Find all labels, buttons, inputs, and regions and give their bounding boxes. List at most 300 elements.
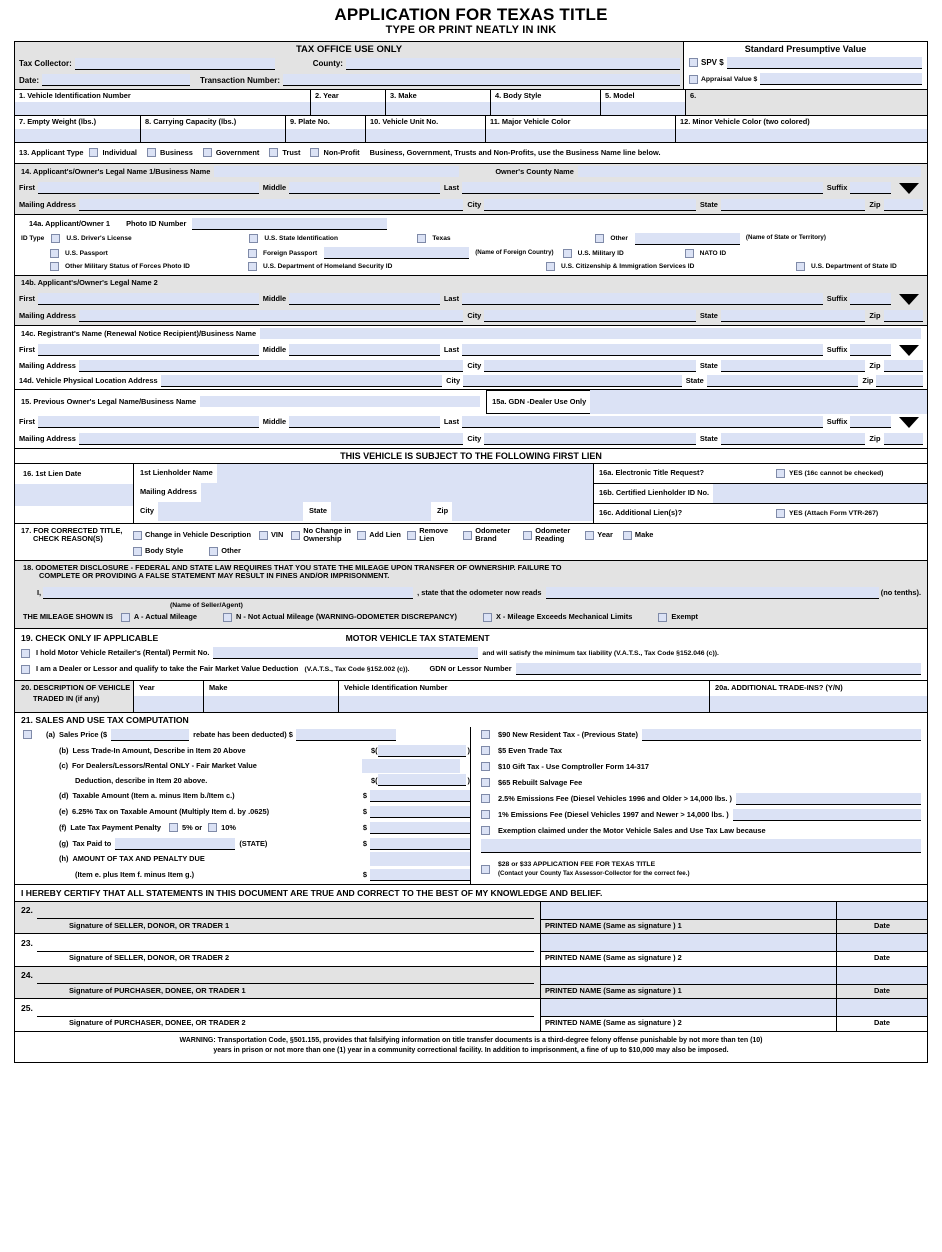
county-input[interactable] [346, 58, 680, 70]
electronic-title-request-checkbox[interactable] [776, 469, 785, 478]
reason-remove-lien-checkbox[interactable] [407, 531, 416, 540]
owner2-mailing-label: Mailing Address [19, 311, 76, 321]
owner2-zip-input[interactable] [884, 310, 924, 322]
vin-input[interactable] [15, 102, 310, 115]
row-b-key: (b) [59, 746, 69, 756]
gift-tax-checkbox[interactable] [481, 762, 490, 771]
plate-number-input[interactable] [286, 129, 365, 142]
owner2-zip-label: Zip [869, 311, 881, 321]
amount-of-tax-due-input[interactable] [370, 869, 470, 881]
signature-row-23 [15, 934, 927, 967]
row-d-key: (d) [59, 791, 69, 801]
new-resident-tax-label: $90 New Resident Tax - (Previous State) [498, 730, 638, 740]
mileage-not-actual-label: N - Not Actual Mileage (WARNING-ODOMETER DISCREPANCY) [236, 612, 457, 622]
previous-owner-suffix-input[interactable] [850, 416, 891, 428]
rebate-amount-input[interactable] [111, 729, 189, 741]
owner1-state-input[interactable] [721, 199, 866, 211]
date-25-input[interactable] [837, 999, 927, 1017]
reason-vin-checkbox[interactable] [259, 531, 268, 540]
application-fee-label-1: $28 or $33 APPLICATION FEE FOR TEXAS TITLE [498, 861, 656, 869]
carrying-capacity-input[interactable] [141, 129, 285, 142]
trade-in-make-input[interactable] [204, 696, 338, 712]
id-drivers-license-checkbox[interactable] [51, 234, 60, 243]
reason-body-style-checkbox[interactable] [133, 547, 142, 556]
id-dept-state-checkbox[interactable] [796, 262, 805, 271]
previous-owner-name-input[interactable] [200, 396, 480, 407]
late-penalty-amount-input[interactable] [370, 822, 470, 834]
previous-owner-middle-label: Middle [262, 417, 287, 427]
lien-city-label: City [140, 506, 154, 516]
spv-checkbox[interactable] [689, 58, 698, 67]
applicant-type-label: 13. Applicant Type [19, 147, 84, 157]
owner2-suffix-input[interactable] [850, 293, 891, 305]
trade-in-vin-input[interactable] [339, 696, 709, 712]
state-territory-note: (Name of State or Territory) [745, 234, 826, 242]
gdn-dealer-input[interactable] [590, 390, 927, 414]
row-g-key: (g) [59, 839, 69, 849]
exemption-claimed-checkbox[interactable] [481, 826, 490, 835]
signature-row-22 [15, 902, 927, 935]
rental-permit-input[interactable] [213, 647, 478, 659]
registrant-heading: 14c. Registrant's Name (Renewal Notice Recipient)/Business Name [21, 328, 257, 338]
id-foreign-passport-label: Foreign Passport [263, 249, 318, 257]
rebuilt-salvage-fee-checkbox[interactable] [481, 778, 490, 787]
emissions-fee-25-label: 2.5% Emissions Fee (Diesel Vehicles 1996 and Older > 14,000 lbs. ) [498, 794, 732, 804]
row-g-text2: (STATE) [239, 839, 268, 849]
date-22-input[interactable] [837, 902, 927, 920]
physical-city-label: City [446, 376, 461, 386]
tax-statement-section [15, 629, 927, 681]
transaction-number-input[interactable] [283, 74, 680, 86]
printed-name-23-input[interactable] [541, 934, 836, 952]
mileage-exceeds-limits-checkbox[interactable] [483, 613, 492, 622]
additional-trade-ins-input[interactable] [710, 696, 927, 712]
owner2-suffix-dropdown-icon[interactable] [899, 294, 919, 305]
lienholder-name-input[interactable] [217, 464, 593, 483]
date-23-input[interactable] [837, 934, 927, 952]
lien-mailing-input[interactable] [201, 483, 593, 502]
trade-in-year-input[interactable] [134, 696, 203, 712]
new-resident-tax-checkbox[interactable] [481, 730, 490, 739]
previous-owner-first-input[interactable] [38, 416, 259, 428]
owner1-business-name-input[interactable] [214, 166, 459, 177]
owner1-suffix-input[interactable] [850, 182, 891, 194]
reason-vin-label: VIN [270, 530, 284, 540]
year-label: 2. Year [315, 90, 339, 100]
reason-add-lien-checkbox[interactable] [357, 531, 366, 540]
lien-zip-input[interactable] [452, 502, 593, 521]
appraisal-value-checkbox[interactable] [689, 75, 698, 84]
printed-name-24-input[interactable] [541, 967, 836, 985]
signature-24-caption: Signature of PURCHASER, DONEE, OR TRADER 1 [69, 985, 246, 995]
owner2-city-label: City [467, 311, 482, 321]
sales-price-checkbox[interactable] [23, 730, 32, 739]
signature-23-caption: Signature of SELLER, DONOR, OR TRADER 2 [69, 953, 230, 963]
appraisal-value-label: Appraisal Value $ [701, 75, 758, 83]
reason-odometer-brand-checkbox[interactable] [463, 531, 472, 540]
exemption-reason-input[interactable] [481, 839, 921, 853]
carrying-capacity-label: 8. Carrying Capacity (lbs.) [145, 117, 237, 127]
owner2-state-label: State [699, 311, 718, 321]
sales-tax-left-column: (a) Sales Price ($ rebate has been deducted) $ (b) Less Trade-In Amount, Describe in Item 20 Above $( ) (c) For Dealers/Lessors/Rental ONLY - Fair Market Value Deduction, describe in Item 20 above. $( ) (d) Taxable Amount (Item a. minus Item b./Item c.) $ (e) 6.25% Tax on Taxable Amount (Multiply Item d. by .0625) $ (f) Late Tax Payment Penalty 5% or 10% $ (g) Tax Paid to (STATE) $ (h) AMOUNT OF TAX AND PENALTY DUE (Item e. plus Item f. minus Item g.) $ [15, 727, 470, 884]
mileage-shown-label: THE MILEAGE SHOWN IS [23, 612, 113, 622]
signature-24-input[interactable] [37, 966, 534, 984]
spv-input[interactable] [727, 57, 922, 69]
lien-state-label: State [308, 506, 328, 516]
mileage-actual-label: A - Actual Mileage [133, 612, 198, 622]
row-d-text: Taxable Amount (Item a. minus Item b./Item c.) [72, 791, 235, 801]
fair-market-value-input[interactable] [378, 774, 466, 786]
odometer-no-tenths-label: (no tenths). [880, 587, 921, 597]
previous-owner-last-input[interactable] [462, 416, 823, 428]
previous-owner-city-label: City [467, 434, 482, 444]
lien-section [15, 464, 927, 524]
owner1-middle-input[interactable] [289, 182, 440, 194]
previous-owner-suffix-label: Suffix [826, 417, 848, 427]
applicant-type-nonprofit-checkbox[interactable] [310, 148, 319, 157]
id-foreign-country-input[interactable] [324, 247, 469, 259]
row-b-text: Less Trade-In Amount, Describe in Item 20 Above [72, 746, 246, 756]
id-other-military-checkbox[interactable] [50, 262, 59, 271]
make-input[interactable] [386, 102, 490, 115]
registrant-business-name-input[interactable] [260, 328, 921, 339]
owner2-first-label: First [19, 294, 36, 304]
reason-add-lien-label: Add Lien [369, 530, 401, 540]
emissions-fee-1-input[interactable] [733, 809, 921, 821]
registrant-last-label: Last [443, 345, 460, 355]
id-foreign-passport-checkbox[interactable] [248, 249, 257, 258]
previous-owner-first-label: First [19, 417, 36, 427]
registrant-middle-input[interactable] [289, 344, 440, 356]
corrected-title-label-1: 17. FOR CORRECTED TITLE, [21, 525, 123, 535]
owner2-suffix-label: Suffix [826, 294, 848, 304]
year-input[interactable] [311, 102, 385, 115]
row-f-text: Late Tax Payment Penalty [70, 823, 162, 833]
foreign-country-note: (Name of Foreign Country) [475, 248, 554, 256]
signature-25-caption: Signature of PURCHASER, DONEE, OR TRADER 2 [69, 1018, 246, 1028]
emissions-fee-1-label: 1% Emissions Fee (Diesel Vehicles 1997 and Newer > 14,000 lbs. ) [498, 810, 729, 820]
rebuilt-salvage-fee-label: $65 Rebuilt Salvage Fee [498, 778, 583, 788]
applicant-type-business-checkbox[interactable] [147, 148, 156, 157]
previous-owner-city-input[interactable] [484, 433, 696, 445]
transaction-number-label: Transaction Number: [200, 75, 281, 85]
lien-date-input[interactable] [15, 484, 133, 506]
id-homeland-security-checkbox[interactable] [248, 262, 257, 271]
lien-state-input[interactable] [331, 502, 431, 521]
reason-change-description-checkbox[interactable] [133, 531, 142, 540]
reason-change-description-label: Change in Vehicle Description [145, 530, 251, 540]
body-style-input[interactable] [491, 102, 600, 115]
trade-in-make-label: Make [209, 683, 228, 693]
owner2-mailing-input[interactable] [79, 310, 464, 322]
owner2-first-input[interactable] [38, 293, 259, 305]
empty-weight-input[interactable] [15, 129, 140, 142]
date-24-input[interactable] [837, 967, 927, 985]
row-c-key: (c) [59, 761, 69, 771]
penalty-5-label: 5% or [182, 823, 203, 833]
id-state-identification-label: U.S. State Identification [264, 235, 338, 243]
penalty-10-label: 10% [221, 823, 236, 833]
lien-city-input[interactable] [158, 502, 303, 521]
id-military-checkbox[interactable] [563, 249, 572, 258]
fair-market-deduction-label: I am a Dealer or Lessor and qualify to take the Fair Market Value Deduction [36, 664, 299, 674]
odometer-seller-name-input[interactable] [43, 587, 413, 599]
reason-odometer-reading-label: Odometer Reading [535, 525, 571, 544]
registrant-mailing-input[interactable] [79, 360, 464, 372]
signature-22-input[interactable] [37, 901, 534, 919]
mileage-actual-checkbox[interactable] [121, 613, 130, 622]
signature-24-number: 24. [21, 970, 33, 981]
registrant-section [15, 326, 927, 390]
warning-line-1: WARNING: Transportation Code, §501.155, provides that falsifying information on title transfer documents is a third-degree felony offense punishable by not more than ten (10) [179, 1036, 763, 1044]
major-color-label: 11. Major Vehicle Color [490, 117, 571, 127]
date-input[interactable] [42, 74, 190, 86]
application-fee-checkbox[interactable] [481, 865, 490, 874]
date-22-caption: Date [873, 920, 891, 930]
vin-label: 1. Vehicle Identification Number [19, 90, 131, 100]
owner1-last-input[interactable] [462, 182, 823, 194]
mileage-exceeds-limits-label: X - Mileage Exceeds Mechanical Limits [495, 612, 633, 622]
registrant-last-input[interactable] [462, 344, 823, 356]
certification-statement: I HEREBY CERTIFY THAT ALL STATEMENTS IN THIS DOCUMENT ARE TRUE AND CORRECT TO THE BEST OF MY KNOWLEDGE AND BELIEF. [15, 885, 927, 902]
id-us-passport-checkbox[interactable] [50, 249, 59, 258]
physical-zip-label: Zip [862, 376, 874, 386]
signature-25-number: 25. [21, 1002, 33, 1013]
owner1-city-input[interactable] [484, 199, 696, 211]
tax-collector-input[interactable] [75, 58, 275, 70]
applicant-type-individual-label: Individual [102, 147, 137, 157]
tax-office-section [15, 42, 683, 89]
odometer-i-label: I, [37, 587, 42, 597]
penalty-10-percent-checkbox[interactable] [208, 823, 217, 832]
reason-year-label: Year [597, 530, 613, 540]
check-if-applicable-label: 19. CHECK ONLY IF APPLICABLE [21, 633, 159, 644]
model-input[interactable] [601, 102, 685, 115]
mileage-not-actual-checkbox[interactable] [223, 613, 232, 622]
gdn-lessor-number-input[interactable] [516, 663, 921, 675]
reason-make-label: Make [634, 530, 654, 540]
emissions-fee-1-checkbox[interactable] [481, 810, 490, 819]
applicant-type-government-label: Government [215, 147, 260, 157]
id-other-state-input[interactable] [635, 233, 740, 245]
county-label: County: [312, 59, 343, 69]
id-us-passport-label: U.S. Passport [65, 249, 108, 257]
owner1-zip-input[interactable] [884, 199, 924, 211]
trade-in-label-2: TRADED IN (if any) [33, 693, 100, 703]
date-25-caption: Date [873, 1018, 891, 1028]
previous-owner-middle-input[interactable] [289, 416, 440, 428]
owner1-city-label: City [467, 200, 482, 210]
odometer-reading-input[interactable] [546, 587, 879, 599]
owner1-section [15, 164, 927, 215]
sales-price-amount-input[interactable] [296, 729, 396, 741]
spv-section [683, 42, 927, 89]
lien-mailing-label: Mailing Address [140, 487, 197, 497]
registrant-state-input[interactable] [721, 360, 866, 372]
row-e-key: (e) [59, 807, 69, 817]
applicant-type-government-checkbox[interactable] [203, 148, 212, 157]
plate-number-label: 9. Plate No. [290, 117, 330, 127]
minor-color-input[interactable] [676, 129, 927, 142]
owner2-city-input[interactable] [484, 310, 696, 322]
spv-header: Standard Presumptive Value [744, 43, 867, 54]
tax-paid-to-amount-input[interactable] [370, 838, 470, 850]
emissions-fee-25-input[interactable] [736, 793, 921, 805]
registrant-suffix-input[interactable] [850, 344, 891, 356]
id-state-identification-checkbox[interactable] [249, 234, 258, 243]
date-23-caption: Date [873, 953, 891, 963]
row-e-text: 6.25% Tax on Taxable Amount (Multiply Item d. by .0625) [72, 807, 270, 817]
gdn-lessor-number-label: GDN or Lessor Number [429, 664, 512, 674]
previous-owner-suffix-dropdown-icon[interactable] [899, 417, 919, 428]
registrant-first-input[interactable] [38, 344, 259, 356]
seller-agent-note: (Name of Seller/Agent) [170, 601, 243, 609]
appraisal-value-input[interactable] [760, 73, 922, 85]
major-color-input[interactable] [486, 129, 675, 142]
previous-owner-zip-input[interactable] [884, 433, 924, 445]
row-h-text2: (Item e. plus Item f. minus Item g.) [75, 870, 195, 880]
registrant-city-label: City [467, 361, 482, 371]
signature-23-number: 23. [21, 937, 33, 948]
fair-market-deduction-checkbox[interactable] [21, 665, 30, 674]
emissions-fee-25-checkbox[interactable] [481, 794, 490, 803]
owner2-last-label: Last [443, 294, 460, 304]
registrant-zip-input[interactable] [884, 360, 924, 372]
warning-section [15, 1032, 927, 1062]
odometer-state-that-label: , state that the odometer now reads [417, 587, 542, 597]
tax-office-header: TAX OFFICE USE ONLY [295, 43, 403, 55]
row-h-key: (h) [59, 854, 69, 864]
id-citizenship-immigration-checkbox[interactable] [546, 262, 555, 271]
penalty-5-percent-checkbox[interactable] [169, 823, 178, 832]
row-a-text: Sales Price ($ [59, 730, 108, 740]
photo-id-number-input[interactable] [192, 218, 387, 230]
previous-owner-heading: 15. Previous Owner's Legal Name/Business Name [21, 396, 197, 406]
owner2-last-input[interactable] [462, 293, 823, 305]
additional-trade-ins-label: 20a. ADDITIONAL TRADE-INS? (Y/N) [715, 683, 843, 693]
new-resident-previous-state-input[interactable] [642, 729, 921, 741]
reason-year-checkbox[interactable] [585, 531, 594, 540]
trade-in-amount-input[interactable] [378, 745, 466, 757]
tax-collector-label: Tax Collector: [19, 59, 72, 69]
id-nato-checkbox[interactable] [685, 249, 694, 258]
taxable-amount-input[interactable] [370, 790, 470, 802]
reason-odometer-reading-checkbox[interactable] [523, 531, 532, 540]
exemption-claimed-label: Exemption claimed under the Motor Vehicle Sales and Use Tax Law because [498, 826, 766, 836]
id-other-military-label: Other Military Status of Forces Photo ID [65, 262, 190, 270]
owner1-suffix-dropdown-icon[interactable] [899, 183, 919, 194]
id-citizenship-immigration-label: U.S. Citizenship & Immigration Services ID [561, 262, 695, 270]
row-g-text: Tax Paid to [72, 839, 112, 849]
printed-name-22-caption: PRINTED NAME (Same as signature ) 1 [545, 920, 682, 930]
registrant-middle-label: Middle [262, 345, 287, 355]
reason-other-checkbox[interactable] [209, 547, 218, 556]
certified-lienholder-input[interactable] [713, 484, 927, 503]
signature-23-input[interactable] [37, 934, 534, 952]
signature-25-input[interactable] [37, 999, 534, 1017]
previous-owner-section [15, 390, 927, 449]
odometer-heading-2: COMPLETE OR PROVIDING A FALSE STATEMENT MAY RESULT IN FINES AND/OR IMPRISONMENT. [39, 571, 390, 581]
tax-paid-to-state-input[interactable] [115, 838, 235, 850]
applicant-type-individual-checkbox[interactable] [89, 148, 98, 157]
reason-make-checkbox[interactable] [623, 531, 632, 540]
previous-owner-mailing-input[interactable] [79, 433, 464, 445]
sales-tax-right-column [470, 727, 927, 884]
applicant-type-trust-checkbox[interactable] [269, 148, 278, 157]
tax-on-taxable-amount-input[interactable] [370, 806, 470, 818]
printed-name-25-input[interactable] [541, 999, 836, 1017]
id-section-heading: 14a. Applicant/Owner 1 [29, 218, 111, 228]
id-other-label: Other [610, 235, 628, 243]
photo-id-number-label: Photo ID Number [126, 218, 187, 228]
owner-county-input[interactable] [578, 166, 921, 177]
row-f-key: (f) [59, 823, 67, 833]
id-texas-checkbox[interactable] [417, 234, 426, 243]
even-trade-tax-checkbox[interactable] [481, 746, 490, 755]
previous-owner-state-label: State [699, 434, 718, 444]
model-label: 5. Model [605, 90, 635, 100]
reason-no-change-ownership-label: No Change in Ownership [303, 525, 351, 544]
printed-name-22-input[interactable] [541, 902, 836, 920]
registrant-city-input[interactable] [484, 360, 696, 372]
applicant-type-row [15, 143, 927, 164]
physical-city-input[interactable] [463, 375, 682, 387]
applicant-type-note: Business, Government, Trusts and Non-Profits, use the Business Name line below. [369, 147, 661, 157]
mileage-exempt-checkbox[interactable] [658, 613, 667, 622]
registrant-suffix-dropdown-icon[interactable] [899, 345, 919, 356]
spv-label: SPV $ [701, 58, 724, 68]
field-six-label: 6. [690, 90, 697, 100]
owner2-section [15, 276, 927, 326]
owner1-first-input[interactable] [38, 182, 259, 194]
previous-owner-mailing-label: Mailing Address [19, 434, 76, 444]
physical-zip-input[interactable] [876, 375, 923, 387]
field-six-input[interactable] [686, 102, 927, 115]
owner2-middle-input[interactable] [289, 293, 440, 305]
physical-location-input[interactable] [161, 375, 443, 387]
vehicle-unit-input[interactable] [366, 129, 485, 142]
reason-no-change-ownership-checkbox[interactable] [291, 531, 300, 540]
physical-state-input[interactable] [707, 375, 859, 387]
reason-body-style-label: Body Style [145, 546, 184, 556]
fair-market-deduction-code: (V.A.T.S., Tax Code §152.002 (c)). [304, 665, 410, 673]
reason-other-label: Other [221, 546, 241, 556]
sales-tax-heading: 21. SALES AND USE TAX COMPUTATION [21, 714, 189, 725]
mileage-exempt-label: Exempt [671, 612, 699, 622]
owner1-state-label: State [699, 200, 718, 210]
form-title-block [14, 0, 928, 36]
previous-owner-state-input[interactable] [721, 433, 866, 445]
printed-name-23-caption: PRINTED NAME (Same as signature ) 2 [545, 953, 682, 963]
signature-22-caption: Signature of SELLER, DONOR, OR TRADER 1 [69, 920, 230, 930]
additional-liens-checkbox[interactable] [776, 509, 785, 518]
even-trade-tax-label: $5 Even Trade Tax [498, 746, 562, 756]
page-subtitle: TYPE OR PRINT NEATLY IN INK [385, 23, 557, 36]
previous-owner-last-label: Last [443, 417, 460, 427]
owner1-heading: 14. Applicant's/Owner's Legal Name 1/Business Name [21, 166, 211, 176]
rental-permit-checkbox[interactable] [21, 649, 30, 658]
owner1-mailing-input[interactable] [79, 199, 464, 211]
owner2-state-input[interactable] [721, 310, 866, 322]
vehicle-row-2 [15, 116, 927, 143]
trade-in-vin-label: Vehicle Identification Number [344, 683, 448, 693]
physical-state-label: State [685, 376, 704, 386]
odometer-section [15, 561, 927, 630]
gdn-dealer-label: 15a. GDN -Dealer Use Only [492, 396, 587, 406]
body-style-label: 4. Body Style [495, 90, 542, 100]
id-other-checkbox[interactable] [595, 234, 604, 243]
make-label: 3. Make [390, 90, 417, 100]
